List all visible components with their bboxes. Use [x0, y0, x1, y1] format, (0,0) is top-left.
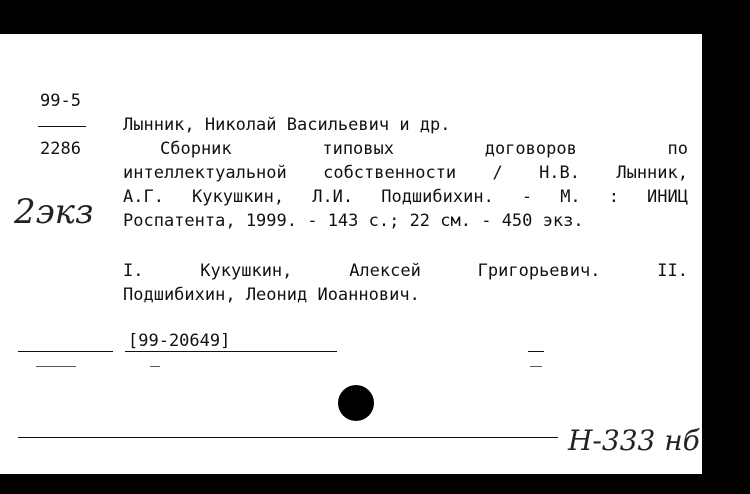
description-line: интеллектуальной собственности / Н.В. Лынник, [123, 163, 688, 183]
handwritten-inventory-number: Н-333 нб [568, 424, 700, 457]
call-number-bottom: 2286 [40, 139, 81, 159]
handwritten-copies-note: 2экз [14, 192, 94, 232]
tracing-line: Подшибихин, Леонид Иоаннович. [123, 285, 420, 305]
description-line: А.Г. Кукушкин, Л.И. Подшибихин. - М. : ИНИЦ [123, 187, 688, 207]
underline [528, 351, 544, 352]
underline [125, 351, 337, 352]
call-number-divider [38, 126, 86, 127]
punch-hole [338, 385, 374, 421]
print-speck [530, 366, 542, 367]
description-line: Сборник типовых договоров по [160, 139, 688, 159]
tracing-line: I. Кукушкин, Алексей Григорьевич. II. [123, 261, 688, 281]
call-number-top: 99-5 [40, 91, 81, 111]
print-speck [36, 366, 76, 367]
description-line: Роспатента, 1999. - 143 с.; 22 см. - 450 экз. [123, 211, 584, 231]
underline [18, 351, 113, 352]
record-number: [99-20649] [128, 331, 231, 351]
author-heading: Лынник, Николай Васильевич и др. [123, 115, 451, 135]
print-speck [150, 366, 160, 367]
bottom-rule [18, 437, 558, 438]
